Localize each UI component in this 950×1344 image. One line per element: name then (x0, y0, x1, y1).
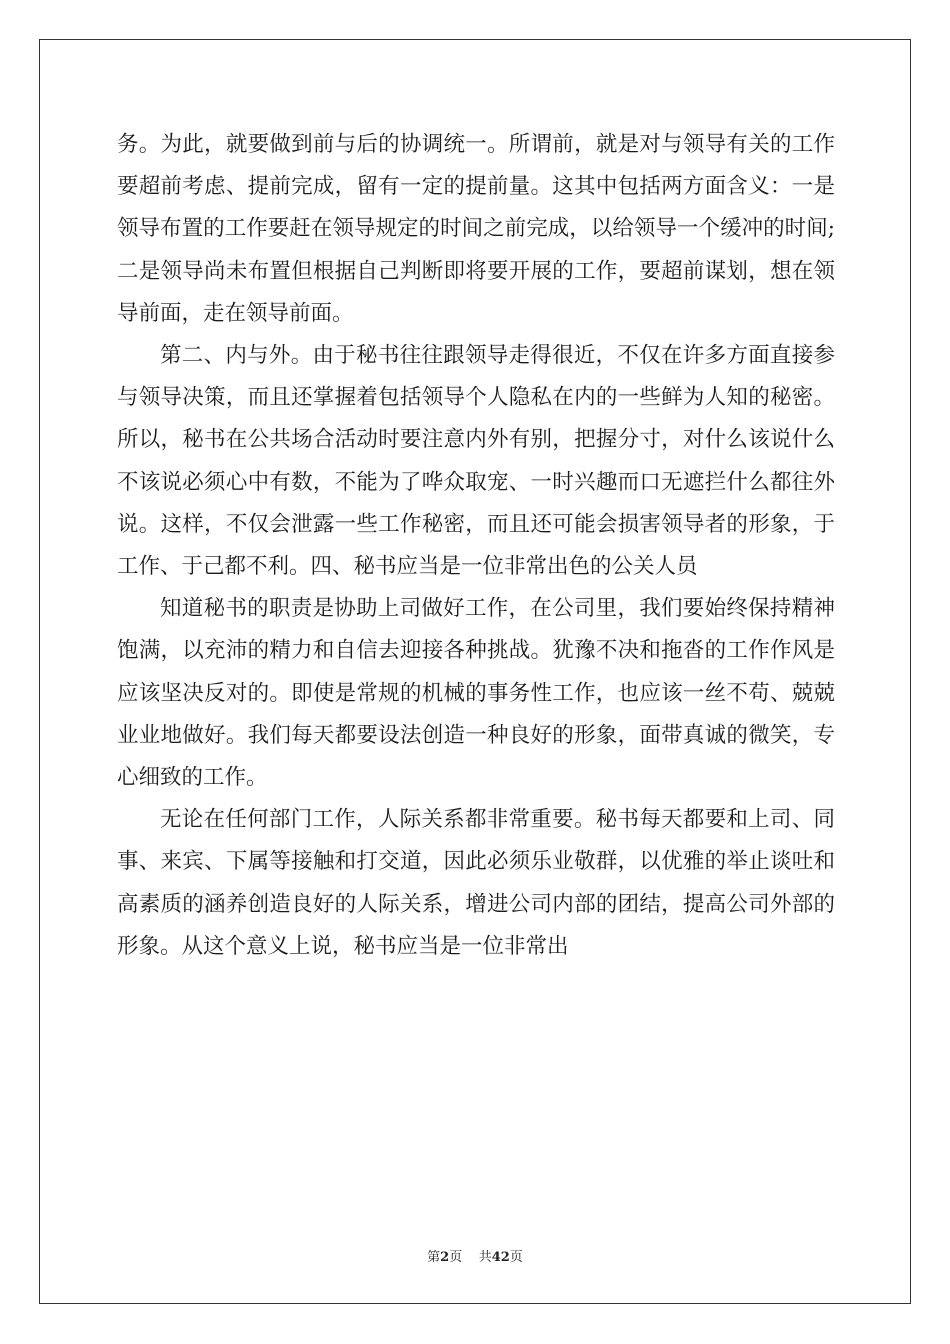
footer-prefix: 第 (427, 1250, 441, 1265)
paragraph-2: 第二、内与外。由于秘书往往跟领导走得很近，不仅在许多方面直接参与领导决策，而且还掌握着包括领导个人隐私在内的一些鲜为人知的秘密。所以，秘书在公共场合活动时要注意内外有别，把握分寸，对什么该说什么不该说必须心中有数，不能为了哗众取宠、一时兴趣而口无遮拦什么都往外说。这样，不仅会泄露一些工作秘密，而且还可能会损害领导者的形象，于工作、于己都不利。四、秘书应当是一位非常出色的公关人员 (117, 343, 835, 580)
paragraph-1: 务。为此，就要做到前与后的协调统一。所谓前，就是对与领导有关的工作要超前考虑、提前完成，留有一定的提前量。这其中包括两方面含义：一是领导布置的工作要赶在领导规定的时间之前完成，以给领导一个缓冲的时间;二是领导尚未布置但根据自己判断即将要开展的工作，要超前谋划，想在领导前面，走在领导前面。 (117, 132, 835, 326)
footer-total-pages: 42 (491, 1250, 510, 1265)
paragraph-4: 无论在任何部门工作，人际关系都非常重要。秘书每天都要和上司、同事、来宾、下属等接触和打交道，因此必须乐业敬群，以优雅的举止谈吐和高素质的涵养创造良好的人际关系，增进公司内部的团结，提高公司外部的形象。从这个意义上说，秘书应当是一位非常出 (117, 807, 835, 959)
page-footer (0, 1246, 950, 1265)
footer-page-suffix: 页 共 (449, 1250, 492, 1265)
footer-total-suffix: 页 (509, 1250, 523, 1265)
paragraph-3: 知道秘书的职责是协助上司做好工作，在公司里，我们要始终保持精神饱满，以充沛的精力和自信去迎接各种挑战。犹豫不决和拖沓的工作作风是应该坚决反对的。即使是常规的机械的事务性工作，也应该一丝不苟、兢兢业业地做好。我们每天都要设法创造一种良好的形象，面带真诚的微笑，专心细致的工作。 (117, 596, 835, 791)
document-body (117, 124, 835, 968)
footer-page-number: 2 (440, 1250, 450, 1265)
